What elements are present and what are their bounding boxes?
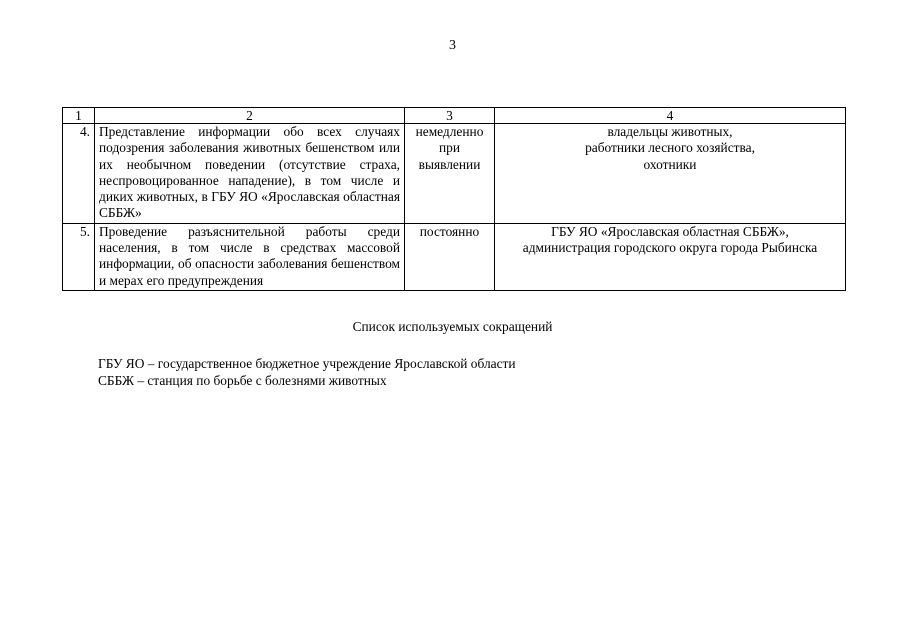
measure-description: Проведение разъяснительной работы среди населения, в том числе в средствах массовой информации, об опасности заболевания бешенством и мерах его предупреждения (95, 223, 405, 290)
measure-responsible (495, 223, 846, 290)
row-number: 4. (63, 124, 95, 224)
term-line: немедленно (415, 124, 484, 139)
abbreviations-list (98, 355, 516, 389)
term-line: выявлении (418, 156, 481, 172)
responsible-line: ГБУ ЯО «Ярославская областная СББЖ», (551, 223, 789, 239)
page-number: 3 (449, 38, 456, 53)
abbreviation-item: ГБУ ЯО – государственное бюджетное учреждение Ярославской области (98, 356, 516, 371)
measure-term (405, 223, 495, 290)
table-header-row (63, 108, 846, 124)
abbreviation-item: СББЖ – станция по борьбе с болезнями животных (98, 373, 387, 388)
table-row (63, 223, 846, 290)
table-row (63, 124, 846, 224)
responsible-line: владельцы животных, (607, 124, 733, 139)
responsible-line: охотники (643, 156, 697, 172)
header-cell-2: 2 (95, 108, 405, 124)
term-line: постоянно (419, 223, 480, 239)
term-line: при (438, 140, 461, 156)
header-cell-4: 4 (495, 108, 846, 124)
measure-description: Представление информации обо всех случаях подозрения заболевания животных бешенством или их необычном поведении (отсутствие страха, неспровоцированное нападение), в том числе и диких животных, в ГБУ ЯО «Ярославская областная СББЖ» (95, 124, 405, 224)
header-cell-3: 3 (405, 108, 495, 124)
responsible-line: работники лесного хозяйства, (585, 140, 755, 156)
measure-term (405, 124, 495, 224)
row-number: 5. (63, 223, 95, 290)
measures-table (62, 107, 846, 291)
header-cell-1: 1 (63, 108, 95, 124)
measure-responsible (495, 124, 846, 224)
abbreviations-title: Список используемых сокращений (352, 319, 553, 334)
responsible-line: администрация городского округа города Рыбинска (522, 240, 818, 256)
